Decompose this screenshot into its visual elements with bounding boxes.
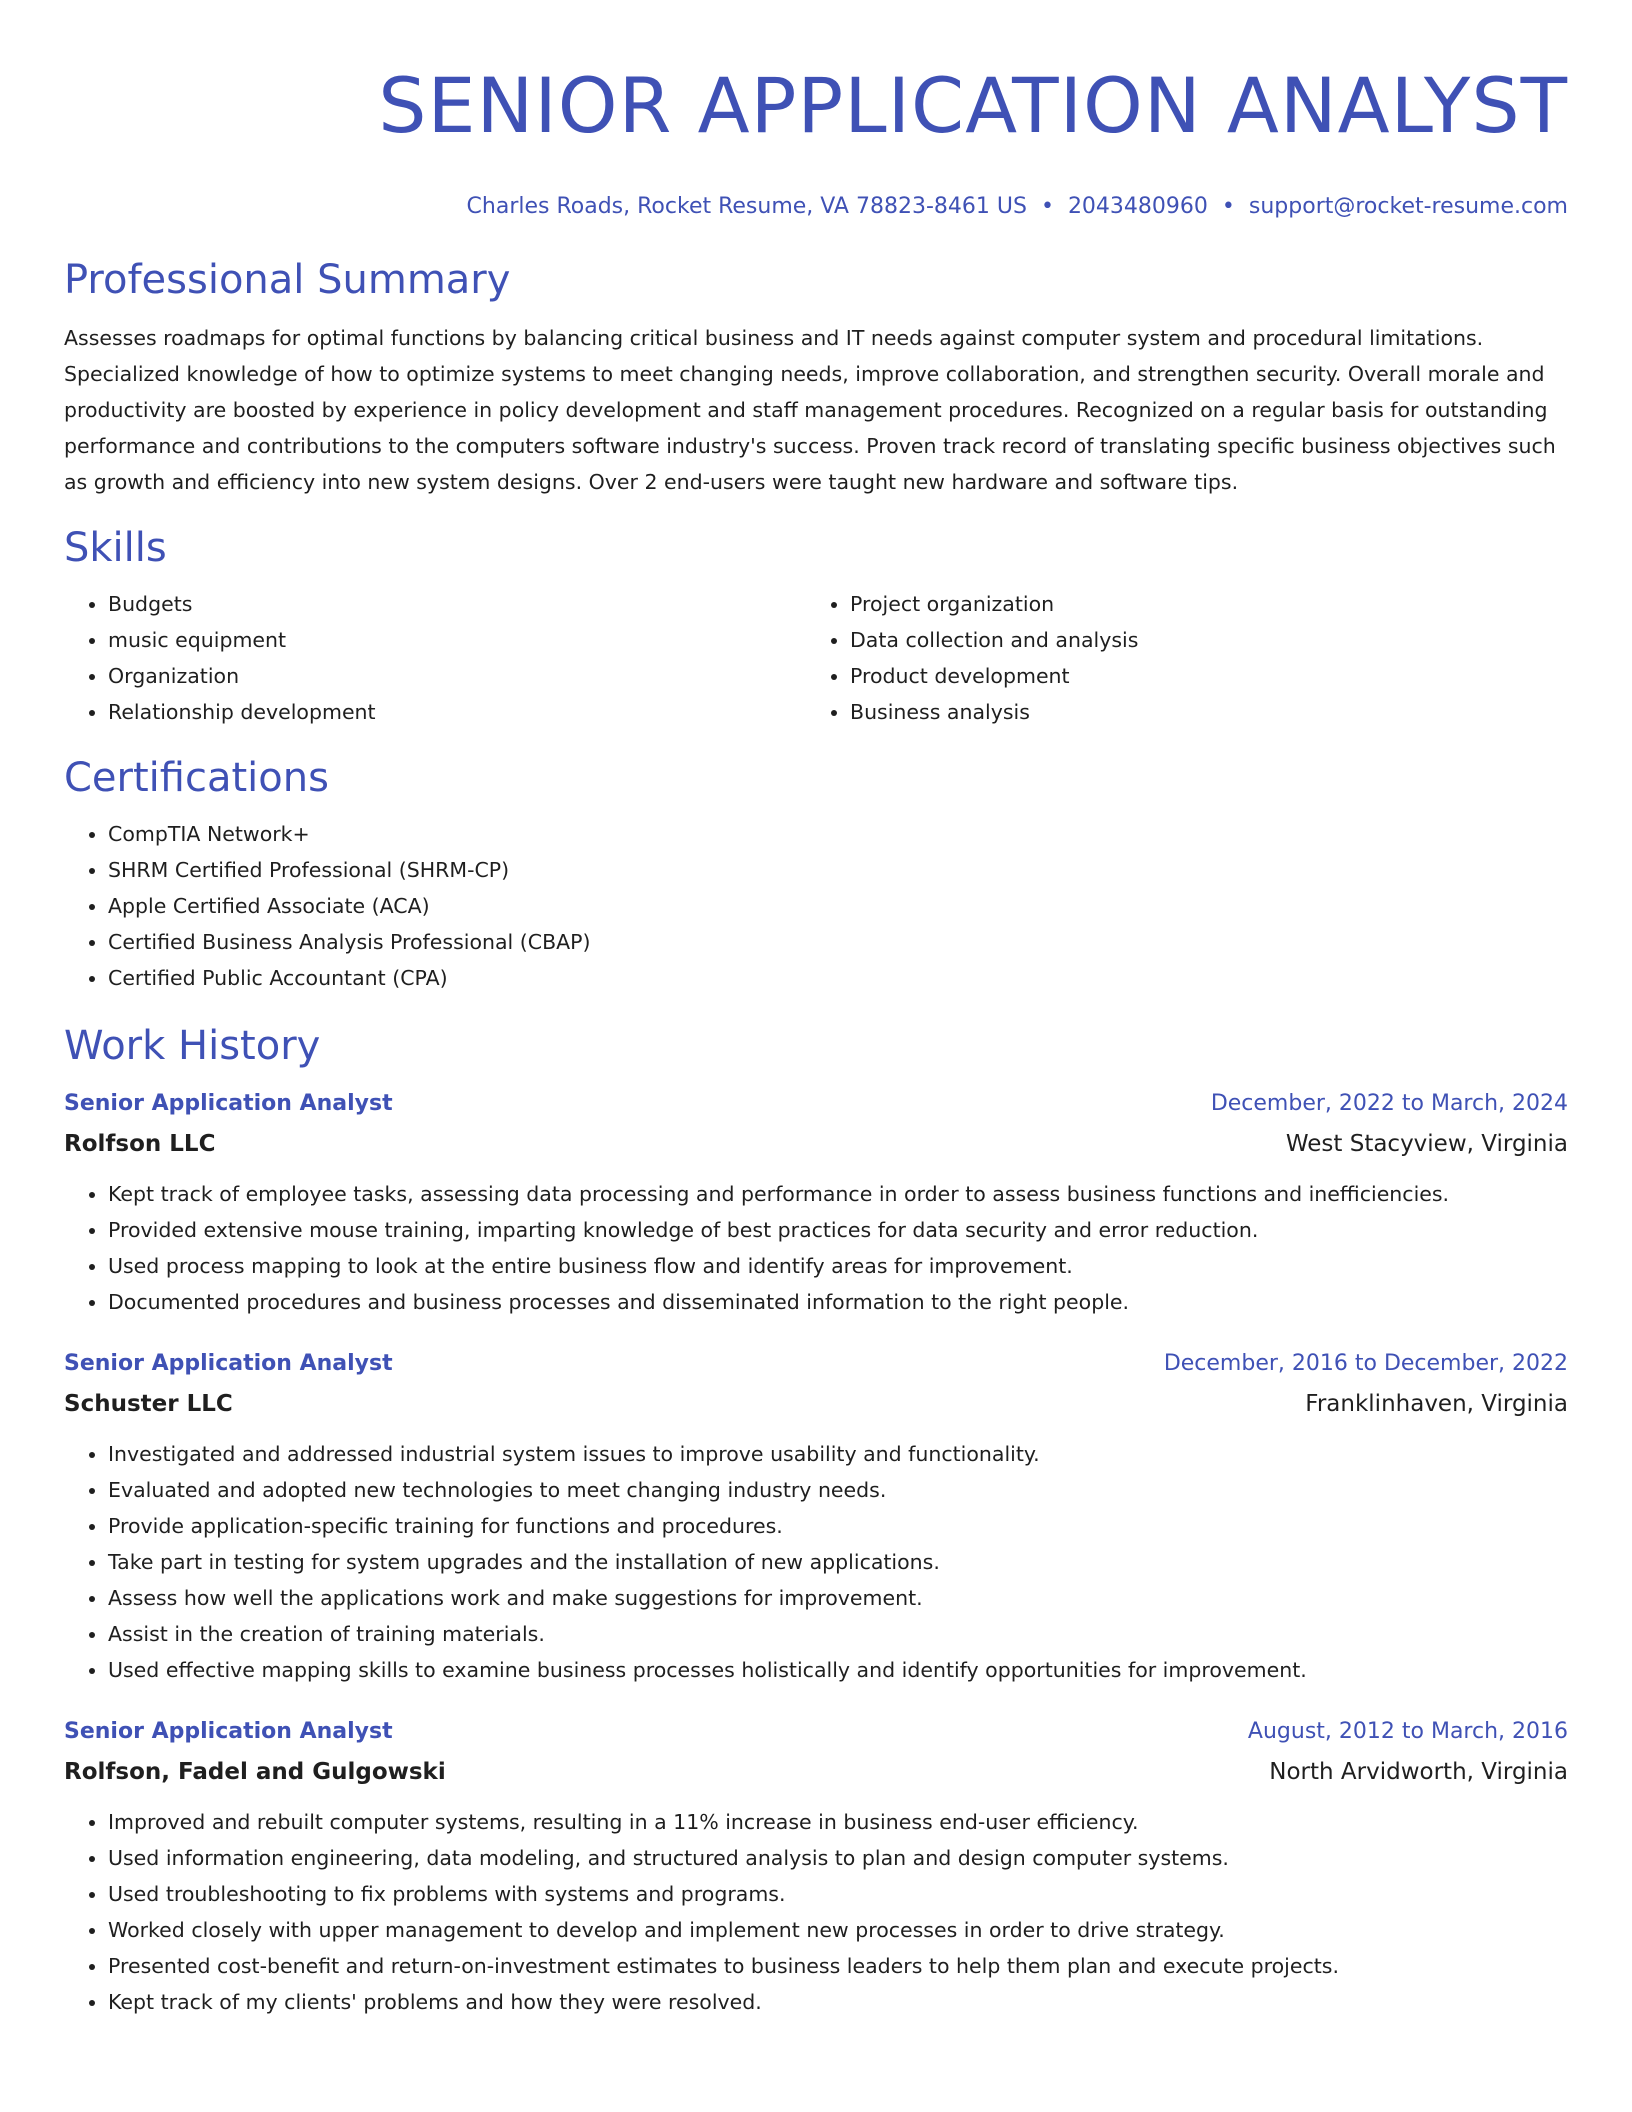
work-history-heading: Work History — [64, 1023, 321, 1069]
contact-separator: • — [1221, 194, 1235, 219]
job-title-row — [64, 1084, 1568, 1124]
skill-item: • Business analysis — [850, 694, 1548, 730]
skill-item: • Product development — [850, 658, 1548, 694]
job-bullets — [64, 1176, 1568, 1320]
job-bullet: • Used troubleshooting to fix problems with systems and programs. — [108, 1876, 1568, 1912]
resume-header — [64, 0, 1568, 222]
job-company-row — [64, 1752, 1568, 1792]
summary-section — [64, 254, 1568, 500]
job-title-row — [64, 1344, 1568, 1384]
contact-address: Charles Roads, Rocket Resume, VA 78823-8461 US — [466, 194, 1027, 219]
job-company: Rolfson, Fadel and Gulgowski — [64, 1759, 446, 1785]
certifications-list — [64, 816, 1568, 996]
job-dates: August, 2012 to March, 2016 — [1247, 1719, 1568, 1744]
skill-item: • Relationship development — [108, 694, 806, 730]
job-bullets — [64, 1804, 1568, 2020]
contact-email[interactable]: support@rocket-resume.com — [1248, 194, 1568, 219]
job-title: Senior Application Analyst — [64, 1719, 393, 1744]
summary-heading: Professional Summary — [64, 257, 511, 303]
certifications-section — [64, 752, 1568, 996]
job-title: Senior Application Analyst — [64, 1351, 393, 1376]
job-location: Franklinhaven, Virginia — [1305, 1391, 1568, 1417]
job-location: West Stacyview, Virginia — [1285, 1131, 1568, 1157]
certification-item: • Certified Business Analysis Professional (CBAP) — [108, 924, 1568, 960]
job-bullet: • Assess how well the applications work and make suggestions for improvement. — [108, 1580, 1568, 1616]
job-bullet: • Kept track of my clients' problems and how they were resolved. — [108, 1984, 1568, 2020]
job-bullet: • Used information engineering, data modeling, and structured analysis to plan and design computer systems. — [108, 1840, 1568, 1876]
job-bullet: • Used effective mapping skills to examine business processes holistically and identify opportunities for improvement. — [108, 1652, 1568, 1688]
job-company-row — [64, 1124, 1568, 1164]
job-bullet: • Documented procedures and business processes and disseminated information to the right people. — [108, 1284, 1568, 1320]
skill-item: • Data collection and analysis — [850, 622, 1548, 658]
job-bullet: • Worked closely with upper management to develop and implement new processes in order to drive strategy. — [108, 1912, 1568, 1948]
job-company: Schuster LLC — [64, 1391, 233, 1417]
job-bullet: • Evaluated and adopted new technologies to meet changing industry needs. — [108, 1472, 1568, 1508]
contact-separator: • — [1040, 194, 1054, 219]
job-bullet: • Investigated and addressed industrial system issues to improve usability and functionality. — [108, 1436, 1568, 1472]
job-bullet: • Take part in testing for system upgrades and the installation of new applications. — [108, 1544, 1568, 1580]
job-company-row — [64, 1384, 1568, 1424]
skills-heading: Skills — [64, 525, 167, 571]
skill-item: • music equipment — [108, 622, 806, 658]
skill-item: • Budgets — [108, 586, 806, 622]
contact-phone: 2043480960 — [1067, 194, 1208, 219]
certification-item: • SHRM Certified Professional (SHRM-CP) — [108, 852, 1568, 888]
skill-item: • Organization — [108, 658, 806, 694]
job-bullet: • Assist in the creation of training materials. — [108, 1616, 1568, 1652]
job-dates: December, 2016 to December, 2022 — [1163, 1351, 1568, 1376]
job-bullet: • Kept track of employee tasks, assessing data processing and performance in order to assess business functions and inefficiencies. — [108, 1176, 1568, 1212]
skills-section — [64, 522, 1568, 730]
job-company: Rolfson LLC — [64, 1131, 216, 1157]
job-bullet: • Used process mapping to look at the entire business flow and identify areas for improvement. — [108, 1248, 1568, 1284]
certifications-heading: Certifications — [64, 755, 329, 801]
certification-item: • Certified Public Accountant (CPA) — [108, 960, 1568, 996]
job-bullets — [64, 1436, 1568, 1688]
job-location: North Arvidworth, Virginia — [1269, 1759, 1568, 1785]
job-entry — [64, 1344, 1568, 1688]
skills-column-right — [806, 586, 1548, 730]
skills-column-left — [64, 586, 806, 730]
contact-line — [64, 192, 1568, 222]
job-bullet: • Presented cost-benefit and return-on-investment estimates to business leaders to help them plan and execute projects. — [108, 1948, 1568, 1984]
job-entry — [64, 1712, 1568, 2020]
skills-grid — [64, 586, 1568, 730]
job-entry — [64, 1084, 1568, 1320]
job-bullet: • Provide application-specific training for functions and procedures. — [108, 1508, 1568, 1544]
resume-page — [64, 0, 1568, 2020]
skill-item: • Project organization — [850, 586, 1548, 622]
job-title-row — [64, 1712, 1568, 1752]
job-bullet: • Provided extensive mouse training, imparting knowledge of best practices for data security and error reduction. — [108, 1212, 1568, 1248]
certification-item: • Apple Certified Associate (ACA) — [108, 888, 1568, 924]
summary-text: Assesses roadmaps for optimal functions by balancing critical business and IT needs against computer system and procedural limitations. Specialized knowledge of how to optimize systems to meet changing needs, improve collaboration, and strengthen security. Overall morale and productivity are boosted by experience in policy development and staff management procedures. Recognized on a regular basis for outstanding performance and contributions to the computers software industry's success. Proven track record of translating specific business objectives such as growth and efficiency into new system designs. Over 2 end-users were taught new hardware and software tips. — [64, 326, 1556, 494]
work-history-section — [64, 1020, 1568, 2020]
job-bullet: • Improved and rebuilt computer systems, resulting in a 11% increase in business end-user efficiency. — [108, 1804, 1568, 1840]
job-title-heading: SENIOR APPLICATION ANALYST — [378, 61, 1568, 150]
job-title: Senior Application Analyst — [64, 1091, 393, 1116]
job-dates: December, 2022 to March, 2024 — [1210, 1091, 1568, 1116]
certification-item: • CompTIA Network+ — [108, 816, 1568, 852]
